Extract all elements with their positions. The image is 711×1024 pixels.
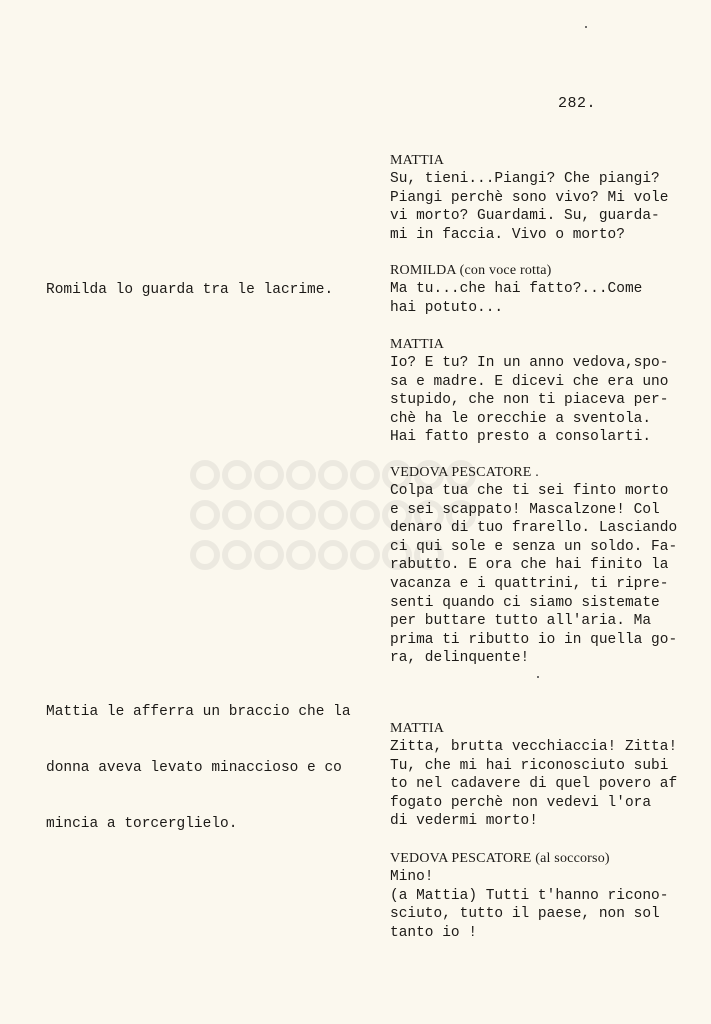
stage-direction-2 xyxy=(46,666,351,871)
stage-direction-line: Mattia le afferra un braccio che la xyxy=(46,704,351,721)
speaker-name: MATTIA xyxy=(390,721,445,736)
dialogue-line: di vedermi morto! xyxy=(390,813,538,830)
dialogue-line: Hai fatto presto a consolarti. xyxy=(390,429,652,446)
dialogue-line: Ma tu...che hai fatto?...Come xyxy=(390,281,643,297)
dialogue-line: Zitta, brutta vecchiaccia! Zitta! xyxy=(390,739,678,755)
dialogue-line: chè ha le orecchie a sventola. xyxy=(390,410,652,427)
dialogue-line: Tu, che mi hai riconosciuto subi xyxy=(390,757,669,774)
dialogue-block-2 xyxy=(390,262,700,317)
dialogue-line: vacanza e i quattrini, ti ripre- xyxy=(390,575,669,592)
paper-speck xyxy=(585,26,587,28)
speaker-name: MATTIA xyxy=(390,153,445,168)
stage-direction-line: donna aveva levato minaccioso e co xyxy=(46,759,342,776)
page-number: 282. xyxy=(558,95,597,112)
stage-direction-line: mincia a torcerglielo. xyxy=(46,815,238,832)
dialogue-line: sa e madre. E dicevi che era uno xyxy=(390,373,669,390)
dialogue-line: per buttare tutto all'aria. Ma xyxy=(390,613,652,630)
speaker-name: ROMILDA (con voce rotta) xyxy=(390,263,552,278)
dialogue-line: Colpa tua che ti sei finto morto xyxy=(390,483,669,499)
speaker-name: MATTIA xyxy=(390,337,445,352)
dialogue-block-5 xyxy=(390,720,700,831)
dialogue-line: vi morto? Guardami. Su, guarda- xyxy=(390,208,660,225)
stage-direction-1 xyxy=(46,244,333,337)
dialogue-line: hai potuto... xyxy=(390,299,504,316)
dialogue-line: ra, delinquente! xyxy=(390,650,530,667)
dialogue-line: Piangi perchè sono vivo? Mi vole xyxy=(390,189,669,206)
dialogue-line: senti quando ci siamo sistemate xyxy=(390,594,660,611)
paper-speck xyxy=(537,676,539,678)
dialogue-line: prima ti ributto io in quella go- xyxy=(390,631,678,648)
dialogue-line: Mino! xyxy=(390,869,434,885)
dialogue-block-6 xyxy=(390,850,700,942)
dialogue-line: rabutto. E ora che hai finito la xyxy=(390,557,669,574)
speaker-name: VEDOVA PESCATORE (al soccorso) xyxy=(390,851,610,866)
dialogue-line: ci qui sole e senza un soldo. Fa- xyxy=(390,538,678,555)
dialogue-line: mi in faccia. Vivo o morto? xyxy=(390,226,625,243)
dialogue-line: fogato perchè non vedevi l'ora xyxy=(390,794,652,811)
dialogue-line: Su, tieni...Piangi? Che piangi? xyxy=(390,171,660,187)
stage-direction-line: Romilda lo guarda tra le lacrime. xyxy=(46,282,334,299)
dialogue-line: tanto io ! xyxy=(390,924,478,941)
dialogue-line: to nel cadavere di quel povero af xyxy=(390,776,678,793)
dialogue-block-3 xyxy=(390,336,700,447)
dialogue-line: sciuto, tutto il paese, non sol xyxy=(390,906,660,923)
dialogue-line: (a Mattia) Tutti t'hanno ricono- xyxy=(390,887,669,904)
dialogue-line: Io? E tu? In un anno vedova,spo- xyxy=(390,355,669,371)
dialogue-block-4 xyxy=(390,464,700,668)
dialogue-block-1 xyxy=(390,152,700,244)
dialogue-line: stupido, che non ti piaceva per- xyxy=(390,392,669,409)
speaker-name: VEDOVA PESCATORE . xyxy=(390,465,539,480)
dialogue-line: e sei scappato! Mascalzone! Col xyxy=(390,501,660,518)
dialogue-line: denaro di tuo frarello. Lasciando xyxy=(390,520,678,537)
